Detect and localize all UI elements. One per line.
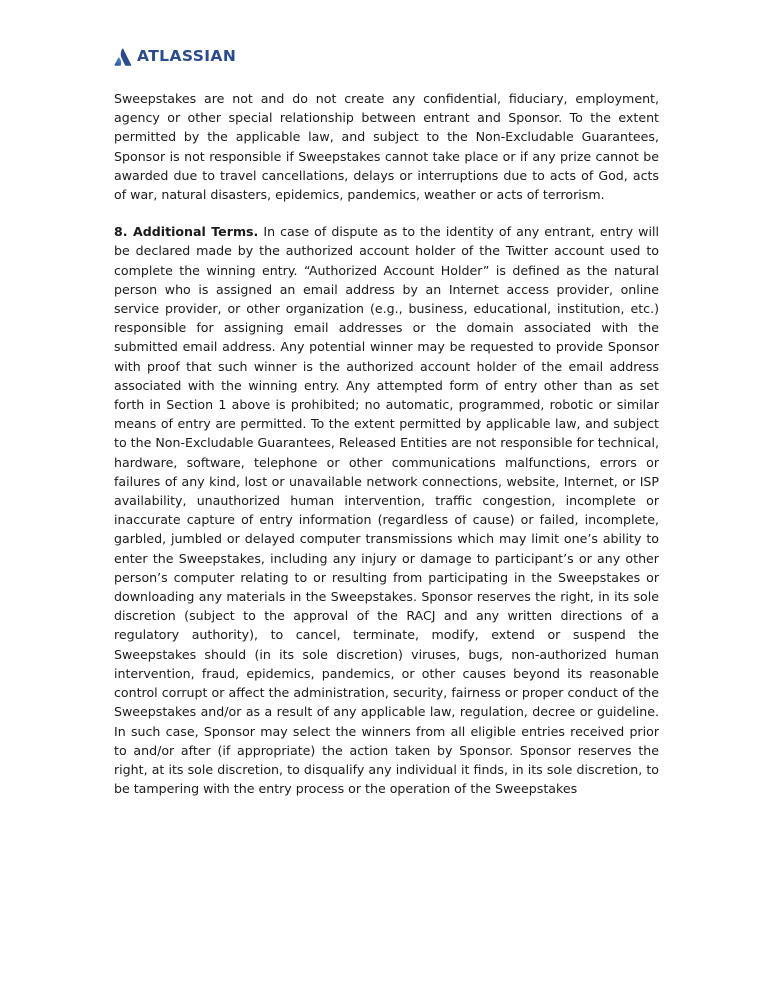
brand-name: ATLASSIAN	[137, 47, 237, 66]
paragraph-text: In case of dispute as to the identity of any entrant, entry will be declared made by the authorized account holder of the Twitter account used to complete the winning entry. “Authorized Account Holder” is defined as the natural person who is assigned an email address by an Internet access provider, online service provider, or other organization (e.g., business, educational, institution, etc.) responsible for assigning email addresses or the domain associated with the submitted email address. Any potential winner may be requested to provide Sponsor with proof that such winner is the authorized account holder of the email address associated with the winning entry. Any attempted form of entry other than as set forth in Section 1 above is prohibited; no automatic, programmed, robotic or similar means of entry are permitted. To the extent permitted by applicable law, and subject to the Non-Excludable Guarantees, Released Entities are not responsible for technical, hardware, software, telephone or other communications malfunctions, errors or failures of any kind, lost or unavailable network connections, website, Internet, or ISP availability, unauthorized human intervention, traffic congestion, incomplete or inaccurate capture of entry information (regardless of cause) or failed, incomplete, garbled, jumbled or delayed computer transmissions which may limit one’s ability to enter the Sweepstakes, including any injury or damage to participant’s or any other person’s computer relating to or resulting from participating in the Sweepstakes or downloading any materials in the Sweepstakes. Sponsor reserves the right, in its sole discretion (subject to the approval of the RACJ and any written directions of a regulatory authority), to cancel, terminate, modify, extend or suspend the Sweepstakes should (in its sole discretion) viruses, bugs, non-authorized human intervention, fraud, epidemics, pandemics, or other causes beyond its reasonable control corrupt or affect the administration, security, fairness or proper conduct of the Sweepstakes and/or as a result of any applicable law, regulation, decree or guideline. In such case, Sponsor may select the winners from all eligible entries received prior to and/or after (if appropriate) the action taken by Sponsor. Sponsor reserves the right, at its sole discretion, to disqualify any individual it finds, in its sole discretion, to be tampering with the entry process or the operation of the Sweepstakes	[114, 224, 659, 797]
paragraph-text: Sweepstakes are not and do not create any confidential, fiduciary, employment, agency or other special relationship between entrant and Sponsor. To the extent permitted by the applicable law, and subject to the Non-Excludable Guarantees, Sponsor is not responsible if Sweepstakes cannot take place or if any prize cannot be awarded due to travel cancellations, delays or interruptions due to acts of God, acts of war, natural disasters, epidemics, pandemics, weather or acts of terrorism.	[114, 91, 659, 203]
atlassian-logo-icon	[114, 48, 132, 66]
paragraph-additional-terms	[114, 222, 659, 798]
section-heading: 8. Additional Terms.	[114, 224, 259, 240]
document-body	[114, 89, 659, 798]
atlassian-logo	[114, 46, 236, 68]
paragraph-relationship	[114, 89, 659, 204]
